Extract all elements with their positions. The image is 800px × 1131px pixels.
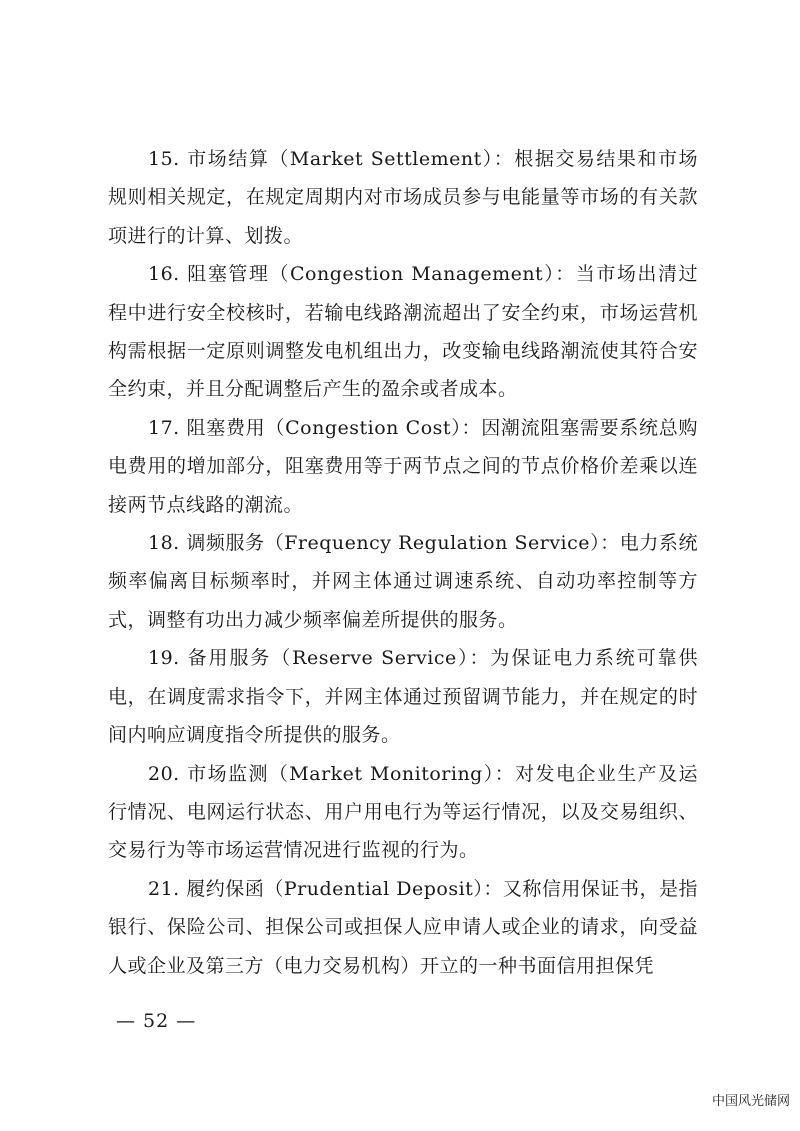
document-body — [108, 140, 698, 985]
page-number: — 52 — — [116, 1010, 197, 1032]
watermark-text: 中国风光储网 — [711, 1094, 790, 1109]
paragraph-congestion-cost: 17. 阻塞费用（Congestion Cost）：因潮流阻塞需要系统总购电费用的增加部分，阻塞费用等于两节点之间的节点价格价差乘以连接两节点线路的潮流。 — [108, 416, 698, 516]
paragraph-frequency-regulation: 18. 调频服务（Frequency Regulation Service）：电力系统频率偏离目标频率时，并网主体通过调速系统、自动功率控制等方式，调整有功出力减少频率偏差所提供的服务。 — [108, 532, 698, 631]
paragraph-prudential-deposit: 21. 履约保函（Prudential Deposit）：又称信用保证书，是指银行、保险公司、担保公司或担保人应申请人或企业的请求，向受益人或企业及第三方（电力交易机构）开立的一种书面信用担保凭 — [108, 877, 698, 977]
paragraph-congestion-management: 16. 阻塞管理（Congestion Management）：当市场出清过程中进行安全校核时，若输电线路潮流超出了安全约束，市场运营机构需根据一定原则调整发电机组出力，改变输电线路潮流使其符合安全约束，并且分配调整后产生的盈余或者成本。 — [108, 263, 698, 401]
paragraph-market-monitoring: 20. 市场监测（Market Monitoring）：对发电企业生产及运行情况、电网运行状态、用户用电行为等运行情况，以及交易组织、交易行为等市场运营情况进行监视的行为。 — [108, 762, 698, 862]
paragraph-market-settlement: 15. 市场结算（Market Settlement）：根据交易结果和市场规则相关规定，在规定周期内对市场成员参与电能量等市场的有关款项进行的计算、划拨。 — [108, 148, 698, 247]
paragraph-reserve-service: 19. 备用服务（Reserve Service）：为保证电力系统可靠供电，在调度需求指令下，并网主体通过预留调节能力，并在规定的时间内响应调度指令所提供的服务。 — [108, 647, 698, 747]
